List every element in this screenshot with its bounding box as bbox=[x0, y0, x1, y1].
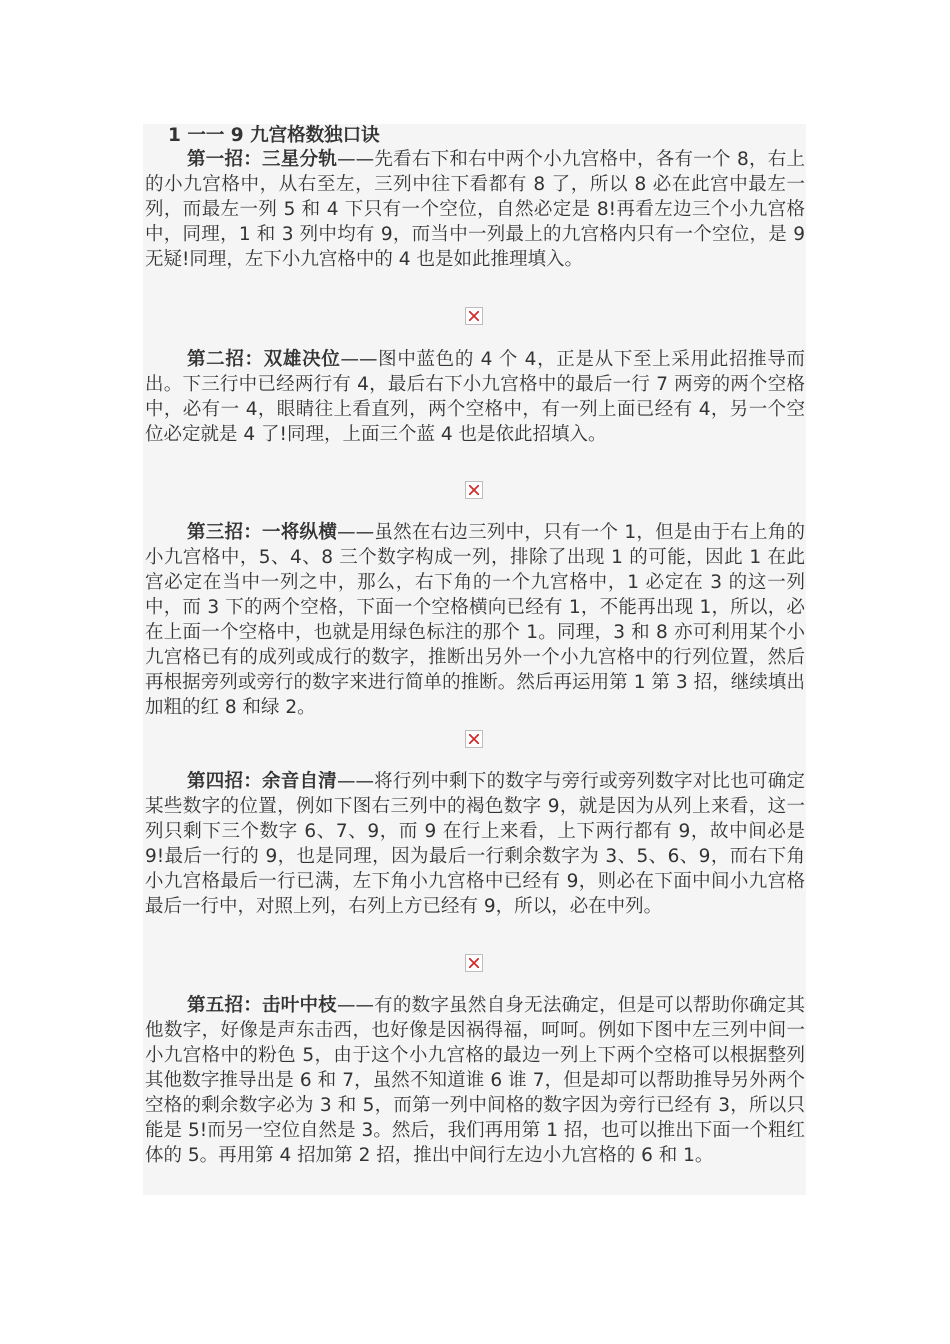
section-5-paragraph bbox=[145, 993, 805, 1168]
broken-image-icon bbox=[465, 307, 483, 325]
section-1-paragraph bbox=[145, 147, 805, 272]
broken-image-icon bbox=[465, 481, 483, 499]
section-3-body: ——虽然在右边三列中，只有一个 1，但是由于右上角的小九宫格中，5、4、8 三个数字构成一列，排除了出现 1 的可能，因此 1 在此宫必定在当中一列之中，那么，右下角的一个九宫格中，1 必定在 3 的这一列中，而 3 下的两个空格，下面一个空格横向已经有 1，不能再出现 1，所以，必在上面一个空格中，也就是用绿色标注的那个 1。同理，3 和 8 亦可利用某个小九宫格已有的成列或成行的数字，推断出另外一个小九宫格中的行列位置，然后再根据旁列或旁行的数字来进行简单的推断。然后再运用第 1 第 3 招，继续填出加粗的红 8 和绿 2。 bbox=[145, 522, 805, 718]
page-title: 1 一一 9 九宫格数独口诀 bbox=[168, 125, 380, 146]
section-3-paragraph bbox=[145, 520, 805, 720]
section-2-heading: 第二招：双雄决位 bbox=[187, 349, 341, 370]
section-5-heading: 第五招：击叶中枝 bbox=[187, 995, 337, 1016]
section-5-body: ——有的数字虽然自身无法确定，但是可以帮助你确定其他数字，好像是声东击西，也好像是因祸得福，呵呵。例如下图中左三列中间一小九宫格中的粉色 5，由于这个小九宫格的最边一列上下两个空格可以根据整列其他数字推导出是 6 和 7，虽然不知道谁 6 谁 7，但是却可以帮助推导另外两个空格的剩余数字必为 3 和 5，而第一列中间格的数字因为旁行已经有 3，所以只能是 5!而另一空位自然是 3。然后，我们再用第 1 招，也可以推出下面一个粗红体的 5。再用第 4 招加第 2 招，推出中间行左边小九宫格的 6 和 1。 bbox=[145, 995, 805, 1166]
section-3-heading: 第三招：一将纵横 bbox=[187, 522, 338, 543]
section-4-heading: 第四招：余音自清 bbox=[187, 771, 337, 792]
section-2-body: ——图中蓝色的 4 个 4，正是从下至上采用此招推导而出。下三行中已经两行有 4，最后右下小九宫格中的最后一行 7 两旁的两个空格中，必有一 4，眼睛往上看直列，两个空格中，有一列上面已经有 4，另一个空位必定就是 4 了!同理，上面三个蓝 4 也是依此招填入。 bbox=[145, 349, 805, 445]
broken-image-icon bbox=[465, 954, 483, 972]
broken-image-icon bbox=[465, 730, 483, 748]
section-1-heading: 第一招：三星分轨 bbox=[187, 149, 338, 170]
section-4-body: ——将行列中剩下的数字与旁行或旁列数字对比也可确定某些数字的位置，例如下图右三列中的褐色数字 9，就是因为从列上来看，这一列只剩下三个数字 6、7、9，而 9 在行上来看，上下两行都有 9，故中间必是 9!最后一行的 9，也是同理，因为最后一行剩余数字为 3、5、6、9，而右下角小九宫格最后一行已满，左下角小九宫格中已经有 9，则必在下面中间小九宫格最后一行中，对照上列，右列上方已经有 9，所以，必在中列。 bbox=[145, 771, 805, 917]
section-1-body: ——先看右下和右中两个小九宫格中，各有一个 8，右上的小九宫格中，从右至左，三列中往下看都有 8 了，所以 8 必在此宫中最左一列，而最左一列 5 和 4 下只有一个空位，自然必定是 8!再看左边三个小九宫格中，同理，1 和 3 列中均有 9，而当中一列最上的九宫格内只有一个空位，是 9 无疑!同理，左下小九宫格中的 4 也是如此推理填入。 bbox=[145, 149, 805, 270]
section-4-paragraph bbox=[145, 769, 805, 919]
section-2-paragraph bbox=[145, 347, 805, 447]
